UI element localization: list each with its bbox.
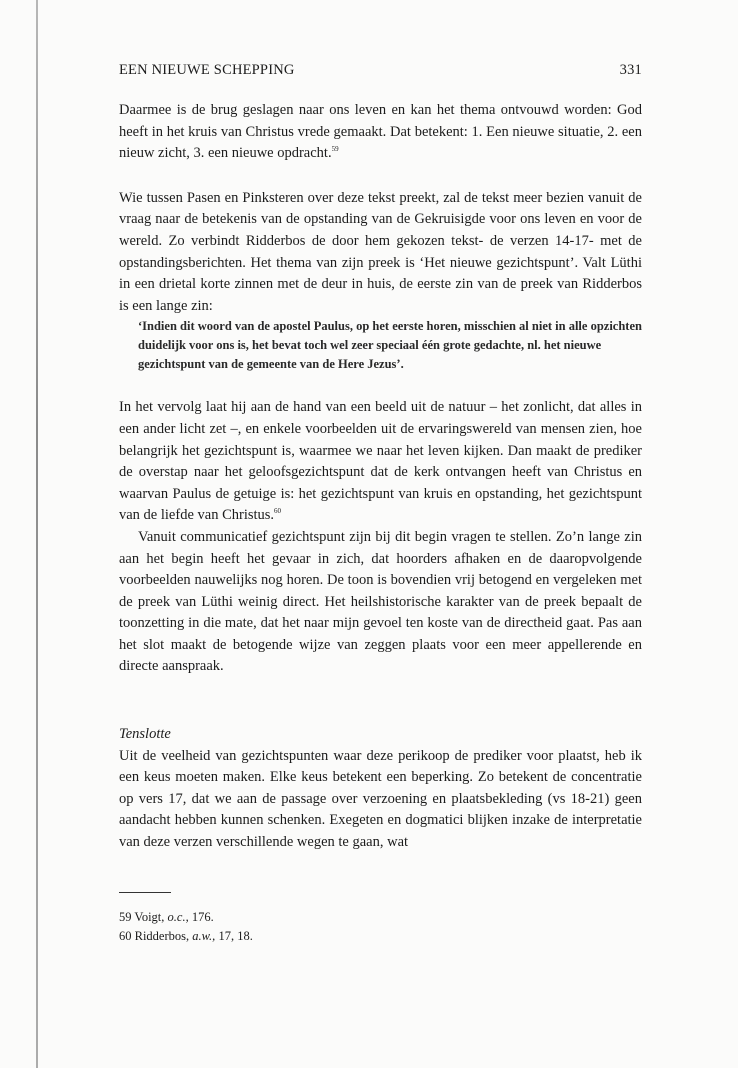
- footnote-ref-59[interactable]: 59: [331, 145, 339, 154]
- footnotes: [119, 908, 642, 946]
- binding-edge: [36, 0, 38, 1068]
- footnote-ref-60[interactable]: 60: [274, 507, 282, 516]
- chapter-title: EEN NIEUWE SCHEPPING: [119, 62, 295, 78]
- footnote-60: 60 Ridderbos, a.w., 17, 18.: [119, 928, 253, 943]
- footnote-59: 59 Voigt, o.c., 176.: [119, 909, 214, 924]
- running-head: [119, 62, 642, 79]
- paragraph-3: In het vervolg laat hij aan de hand van een beeld uit de natuur – het zonlicht, dat alles in een ander licht zet –, en enkele voorbeelden uit de ervaringswereld van mensen zien, hoe belangrijk het gezichtspunt is, waarmee we naar het leven kijken. Dan maakt de prediker de overstap naar het geloofsgezichtspunt dat de kerk ontvangen heeft van Christus en waarvan Paulus de getuige is: het gezichtspunt van kruis en opstanding, het gezichtspunt van de liefde van Christus.$^{60}$: [119, 399, 642, 524]
- paragraph-5: Uit de veelheid van gezichtspunten waar deze perikoop de prediker voor plaatst, heb ik een keus moeten maken. Elke keus betekent een beperking. Zo betekent de concentratie op vers 17, dat we aan de passage over verzoening en plaatsbekleding (vs 18-21) geen aandacht hebben kunnen schenken. Exegeten en dogmatici blijken inzake de interpretatie van deze verzen verschillende wegen te gaan, wat: [119, 747, 642, 851]
- block-quote: ‘Indien dit woord van de apostel Paulus, op het eerste horen, misschien al niet in alle opzichten duidelijk voor ons is, het bevat toch wel zeer speciaal één grote gedachte, nl. het nieuwe gezichtspunt van de gemeente van de Here Jezus’.: [138, 319, 642, 372]
- paragraph-2: Wie tussen Pasen en Pinksteren over deze tekst preekt, zal de tekst meer bezien vanuit de vraag naar de betekenis van de opstanding van de Gekruisigde voor ons leven en voor de wereld. Zo verbindt Ridderbos de door hem gekozen tekst- de verzen 14-17- met de opstandingsberichten. Het thema van zijn preek is ‘Het nieuwe gezichtspunt’. Valt Lüthi in een drietal korte zinnen met de deur in huis, de eerste zin van de preek van Ridderbos is een lange zin:: [119, 189, 642, 314]
- section-heading: Tenslotte: [119, 726, 171, 743]
- paragraph-1: Daarmee is de brug geslagen naar ons leven en kan het thema ontvouwd worden: God heeft in het kruis van Christus vrede gemaakt. Dat betekent: 1. Een nieuwe situatie, 2. een nieuw zicht, 3. een nieuwe opdracht.$^{59}$: [119, 102, 642, 162]
- footnote-divider: [119, 892, 171, 893]
- page-number: 331: [619, 62, 642, 78]
- book-page: [119, 62, 642, 946]
- paragraph-4: Vanuit communicatief gezichtspunt zijn bij dit begin vragen te stellen. Zo’n lange zin aan het begin heeft het gevaar in zich, dat hoorders afhaken en de daaropvolgende voorbeelden nauwelijks nog horen. De toon is bovendien vrij betogend en vergeleken met de preek van Lüthi weinig direct. Het heilshistorische karakter van de preek bepaalt de toonzetting in die mate, dat het naar mijn gevoel ten koste van de directheid gaat. Pas aan het slot maakt de betogende wijze van zeggen plaats voor een meer appellerende en directe aanspraak.: [119, 528, 642, 675]
